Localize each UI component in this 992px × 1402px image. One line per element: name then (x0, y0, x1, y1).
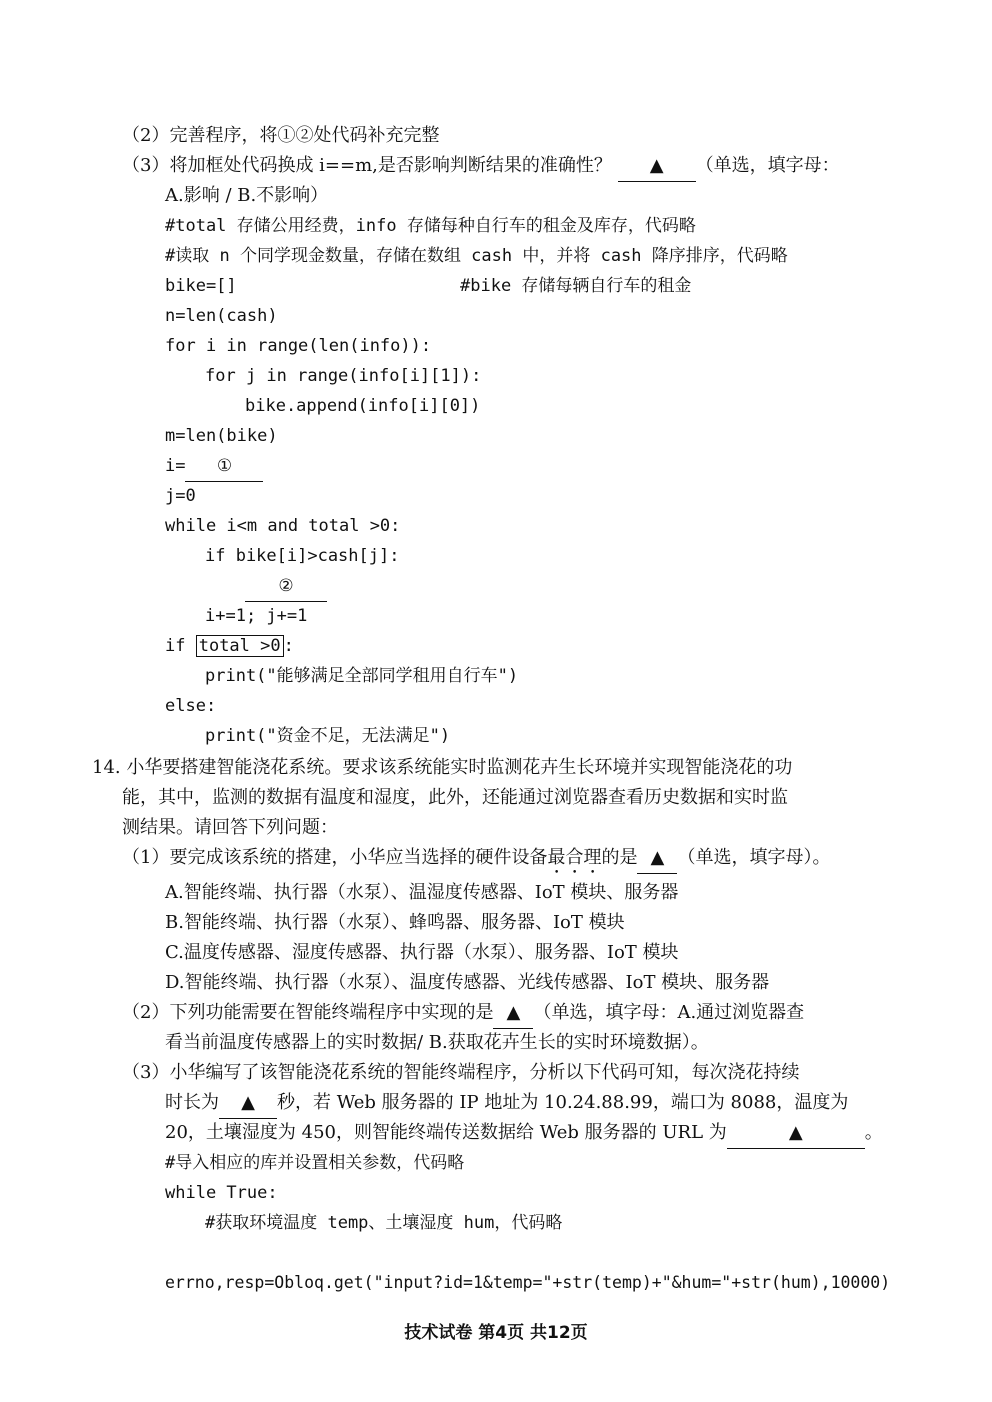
blank-2 (245, 571, 327, 602)
option-d: D.智能终端、执行器（水泵）、温度传感器、光线传感器、IoT 模块、服务器 (165, 972, 770, 993)
code-line: print("资金不足，无法满足") (205, 726, 451, 746)
code-comment: #bike 存储每辆自行车的租金 (460, 276, 692, 296)
q14-part1-instruction: （单选，填字母）。 (677, 847, 831, 868)
option-a: A.智能终端、执行器（水泵）、温湿度传感器、IoT 模块、服务器 (165, 882, 679, 903)
page-footer: 技术试卷 第4页 共12页 (404, 1323, 588, 1343)
triangle-mark-icon: ▲ (788, 1122, 803, 1143)
code-text: i= (165, 456, 186, 476)
q14-part3-line3 (165, 1118, 883, 1148)
q14-intro: 14. 小华要搭建智能浇花系统。要求该系统能实时监测花卉生长环境并实现智能浇花的功 (92, 757, 793, 778)
answer-blank (637, 843, 677, 874)
answer-blank (618, 151, 696, 182)
boxed-code: total >0 (196, 635, 284, 657)
q14-intro: 能，其中，监测的数据有温度和湿度，此外，还能通过浏览器查看历史数据和实时监 (122, 787, 788, 808)
q14-part3-text: 时长为 (165, 1092, 219, 1113)
option-c: C.温度传感器、湿度传感器、执行器（水泵）、服务器、IoT 模块 (165, 942, 679, 963)
triangle-mark-icon: ▲ (241, 1092, 255, 1113)
code-line: n=len(cash) (165, 306, 278, 326)
code-line: errno,resp=Obloq.get("input?id=1&temp="+str(temp)+"&hum="+str(hum),10000) (165, 1273, 891, 1292)
blank-1 (185, 451, 263, 482)
code-line (165, 451, 263, 481)
q14-part3-text: 秒，若 Web 服务器的 IP 地址为 10.24.88.99，端口为 8088，温度为 (277, 1092, 849, 1113)
code-line: else: (165, 696, 217, 716)
q13-part3-options: A.影响 / B.不影响） (165, 185, 329, 206)
q14-part2-instruction: （单选，填字母：A.通过浏览器查 (533, 1002, 805, 1023)
code-line: j=0 (165, 486, 196, 506)
code-line: i+=1; j+=1 (205, 606, 308, 626)
q14-intro: 测结果。请回答下列问题： (122, 817, 338, 838)
q14-part2-text: （2）下列功能需要在智能终端程序中实现的是 (122, 1002, 494, 1023)
code-comment: #读取 n 个同学现金数量，存储在数组 cash 中，并将 cash 降序排序，代码略 (165, 246, 788, 266)
code-line: while i<m and total >0: (165, 516, 401, 536)
q14-part1-text: 的是 (601, 847, 638, 868)
q13-part3-instruction: （单选，填字母： (695, 155, 840, 176)
triangle-mark-icon: ▲ (506, 1002, 521, 1023)
q14-part1 (122, 843, 830, 873)
code-line: while True: (165, 1183, 278, 1203)
q14-part3-line2 (165, 1088, 848, 1118)
q14-part2 (122, 998, 804, 1028)
code-line (245, 571, 327, 601)
code-line: bike.append(info[i][0]) (245, 396, 481, 416)
code-comment: #导入相应的库并设置相关参数，代码略 (165, 1153, 465, 1173)
code-line: bike=[] (165, 276, 237, 296)
blank-1-label: ① (216, 456, 233, 476)
answer-blank (219, 1088, 277, 1119)
q14-part3-text: 20，土壤湿度为 450，则智能终端传送数据给 Web 服务器的 URL 为 (165, 1122, 727, 1143)
option-b: B.智能终端、执行器（水泵）、蜂鸣器、服务器、IoT 模块 (165, 912, 625, 933)
blank-2-label: ② (278, 576, 294, 596)
emphasis-text: 最合理 (547, 847, 602, 868)
code-text: if (165, 636, 196, 656)
triangle-mark-icon: ▲ (650, 847, 665, 868)
answer-blank (493, 998, 533, 1029)
code-text: : (283, 636, 294, 656)
answer-blank (727, 1118, 865, 1149)
q13-part2: （2）完善程序，将①②处代码补充完整 (122, 125, 440, 146)
code-comment: #total 存储公用经费，info 存储每种自行车的租金及库存，代码略 (165, 216, 696, 236)
q14-part2-cont: 看当前温度传感器上的实时数据/ B.获取花卉生长的实时环境数据）。 (165, 1032, 709, 1053)
triangle-mark-icon: ▲ (649, 155, 664, 176)
code-line: print("能够满足全部同学租用自行车") (205, 666, 519, 686)
code-line: if bike[i]>cash[j]: (205, 546, 400, 566)
q13-part3-text: （3）将加框处代码换成 i==m,是否影响判断结果的准确性？ (122, 155, 612, 176)
code-line: for j in range(info[i][1]): (205, 366, 482, 386)
code-line (165, 631, 294, 661)
q13-part3-line (122, 151, 840, 181)
q14-part1-text: （1）要完成该系统的搭建，小华应当选择的硬件设备 (122, 847, 548, 868)
q14-part3: （3）小华编写了该智能浇花系统的智能终端程序，分析以下代码可知，每次浇花持续 (122, 1062, 800, 1083)
code-line: m=len(bike) (165, 426, 278, 446)
q14-part3-text: 。 (864, 1122, 883, 1143)
code-line: for i in range(len(info)): (165, 336, 432, 356)
code-comment: #获取环境温度 temp、土壤湿度 hum，代码略 (205, 1213, 563, 1233)
